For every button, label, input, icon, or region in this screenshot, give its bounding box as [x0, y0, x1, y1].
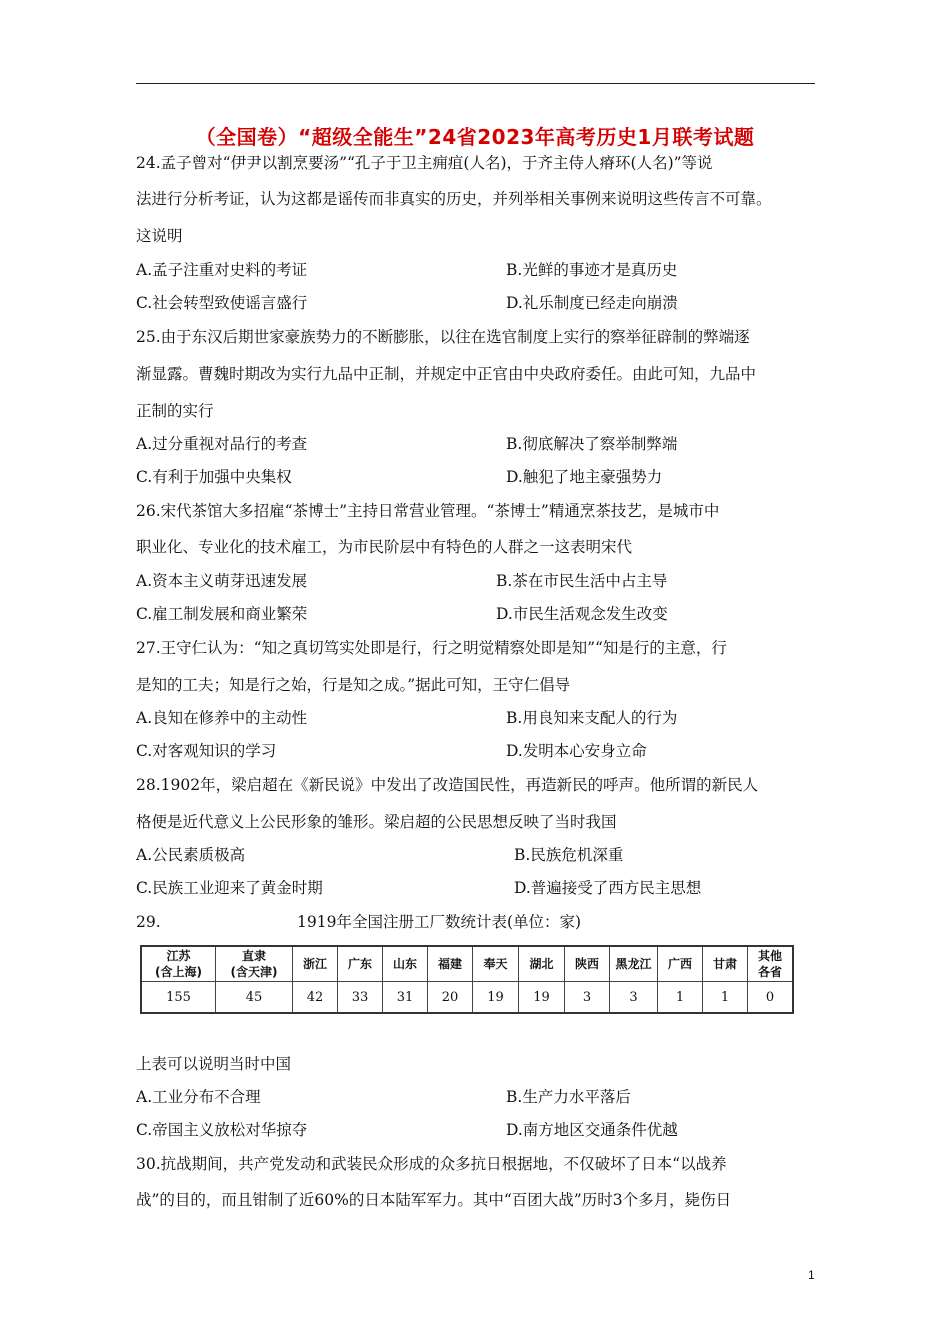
q27-option-row	[136, 741, 647, 761]
q27-option-c[interactable]: C.对客观知识的学习	[136, 742, 277, 760]
q29-table-caption: 1919年全国注册工厂数统计表(单位：家)	[297, 913, 582, 931]
factory-statistics-table	[140, 945, 794, 1014]
table-header-cell: 其他 各省	[748, 946, 794, 982]
table-value-cell: 20	[428, 982, 473, 1014]
table-header-cell: 奉天	[473, 946, 519, 982]
q27-line-2: 是知的工夫；知是行之始，行是知之成。”据此可知，王守仁倡导	[136, 676, 571, 694]
q28-option-d[interactable]: D.普遍接受了西方民主思想	[514, 879, 702, 897]
q24-line-3: 这说明	[136, 227, 183, 245]
q29-number: 29.	[136, 913, 161, 931]
q24-option-b[interactable]: B.光鲜的事迹才是真历史	[506, 261, 678, 279]
table-header-cell: 山东	[383, 946, 428, 982]
table-value-cell: 45	[216, 982, 293, 1014]
q25-option-row	[136, 434, 678, 454]
q24-option-row	[136, 293, 678, 313]
table-header-cell: 湖北	[519, 946, 565, 982]
q29-option-row	[136, 1120, 678, 1140]
header-rule	[136, 83, 815, 84]
table-header-cell: 黑龙江	[610, 946, 658, 982]
q24-option-a[interactable]: A.孟子注重对史料的考证	[136, 261, 308, 279]
q24-line-1: 24.孟子曾对“伊尹以割烹要汤”“孔子于卫主痈疽(人名)，于齐主侍人瘠环(人名)”等说	[136, 154, 713, 172]
q30-line-1: 30.抗战期间，共产党发动和武装民众形成的众多抗日根据地，不仅破坏了日本“以战养	[136, 1155, 727, 1173]
q26-option-b[interactable]: B.茶在市民生活中占主导	[496, 572, 668, 590]
q25-line-3: 正制的实行	[136, 402, 214, 420]
table-value-row	[141, 982, 793, 1014]
q26-option-row	[136, 604, 668, 624]
table-value-cell: 1	[658, 982, 703, 1014]
q24-line-2: 法进行分析考证，认为这都是谣传而非真实的历史，并列举相关事例来说明这些传言不可靠。	[136, 190, 772, 208]
table-value-cell: 33	[338, 982, 383, 1014]
q29-option-a[interactable]: A.工业分布不合理	[136, 1088, 261, 1106]
q25-option-c[interactable]: C.有利于加强中央集权	[136, 468, 292, 486]
q25-line-1: 25.由于东汉后期世家豪族势力的不断膨胀，以往在选官制度上实行的察举征辟制的弊端逐	[136, 328, 750, 346]
q29-option-c[interactable]: C.帝国主义放松对华掠夺	[136, 1121, 308, 1139]
table-header-cell: 福建	[428, 946, 473, 982]
q26-line-1: 26.宋代茶馆大多招雇“茶博士”主持日常营业管理。“茶博士”精通烹茶技艺，是城市中	[136, 502, 720, 520]
table-value-cell: 3	[610, 982, 658, 1014]
q28-line-2: 格便是近代意义上公民形象的雏形。梁启超的公民思想反映了当时我国	[136, 813, 617, 831]
q25-line-2: 渐显露。曹魏时期改为实行九品中正制，并规定中正官由中央政府委任。由此可知，九品中	[136, 365, 757, 383]
q28-option-c[interactable]: C.民族工业迎来了黄金时期	[136, 879, 323, 897]
q28-option-row	[136, 878, 702, 898]
q27-option-d[interactable]: D.发明本心安身立命	[506, 742, 647, 760]
q29-option-b[interactable]: B.生产力水平落后	[506, 1088, 631, 1106]
table-header-cell: 陕西	[565, 946, 610, 982]
q29-stem: 上表可以说明当时中国	[136, 1055, 292, 1073]
q24-option-c[interactable]: C.社会转型致使谣言盛行	[136, 294, 308, 312]
table-value-cell: 42	[293, 982, 338, 1014]
q27-option-a[interactable]: A.良知在修养中的主动性	[136, 709, 308, 727]
q30-line-2: 战”的目的，而且钳制了近60%的日本陆军军力。其中“百团大战”历时3个多月，毙伤日	[136, 1191, 732, 1209]
q29-option-d[interactable]: D.南方地区交通条件优越	[506, 1121, 678, 1139]
q25-option-row	[136, 467, 663, 487]
table-header-cell: 直隶 (含天津)	[216, 946, 293, 982]
q25-option-b[interactable]: B.彻底解决了察举制弊端	[506, 435, 678, 453]
q24-option-row	[136, 260, 678, 280]
page-number: 1	[808, 1268, 815, 1282]
q29-option-row	[136, 1087, 631, 1107]
q28-line-1: 28.1902年，梁启超在《新民说》中发出了改造国民性，再造新民的呼声。他所谓的新民人	[136, 776, 759, 794]
table-header-cell: 江苏 (含上海)	[141, 946, 216, 982]
q28-option-b[interactable]: B.民族危机深重	[514, 846, 624, 864]
q24-option-d[interactable]: D.礼乐制度已经走向崩溃	[506, 294, 678, 312]
table-header-cell: 广西	[658, 946, 703, 982]
q27-option-row	[136, 708, 678, 728]
page-title: （全国卷）“超级全能生”24省2023年高考历史1月联考试题	[195, 125, 755, 149]
q28-option-row	[136, 845, 624, 865]
q25-option-d[interactable]: D.触犯了地主豪强势力	[506, 468, 663, 486]
table-value-cell: 19	[519, 982, 565, 1014]
table-header-cell: 广东	[338, 946, 383, 982]
q27-option-b[interactable]: B.用良知来支配人的行为	[506, 709, 678, 727]
table-value-cell: 19	[473, 982, 519, 1014]
q28-option-a[interactable]: A.公民素质极高	[136, 846, 246, 864]
table-value-cell: 31	[383, 982, 428, 1014]
q26-line-2: 职业化、专业化的技术雇工，为市民阶层中有特色的人群之一这表明宋代	[136, 538, 633, 556]
table-header-cell: 浙江	[293, 946, 338, 982]
q26-option-row	[136, 571, 668, 591]
table-value-cell: 0	[748, 982, 794, 1014]
q26-option-c[interactable]: C.雇工制发展和商业繁荣	[136, 605, 308, 623]
q26-option-d[interactable]: D.市民生活观念发生改变	[496, 605, 668, 623]
q27-line-1: 27.王守仁认为：“知之真切笃实处即是行，行之明觉精察处即是知”“知是行的主意，行	[136, 639, 727, 657]
table-value-cell: 3	[565, 982, 610, 1014]
table-header-cell: 甘肃	[703, 946, 748, 982]
table-header-row	[141, 946, 793, 982]
q26-option-a[interactable]: A.资本主义萌芽迅速发展	[136, 572, 308, 590]
table-value-cell: 155	[141, 982, 216, 1014]
q25-option-a[interactable]: A.过分重视对品行的考查	[136, 435, 308, 453]
table-value-cell: 1	[703, 982, 748, 1014]
